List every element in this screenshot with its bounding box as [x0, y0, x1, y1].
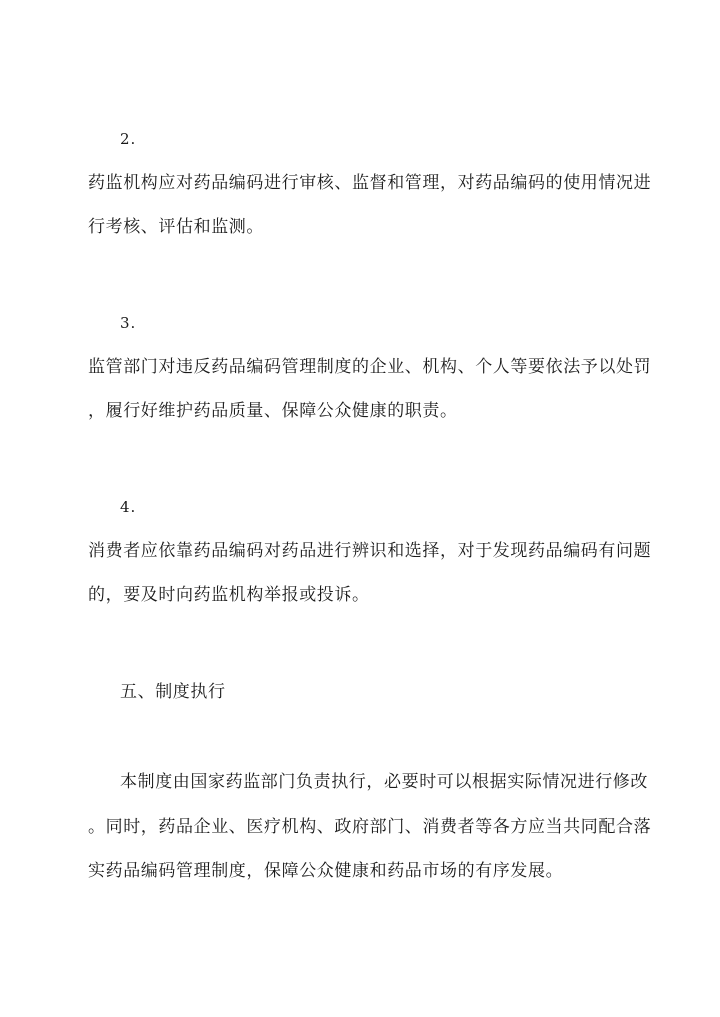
- section-heading: 五、制度执行: [120, 682, 226, 702]
- paragraph-line: 行考核、评估和监测。: [88, 217, 264, 237]
- item-number: 3.: [120, 314, 137, 332]
- paragraph-line: 的，要及时向药监机构举报或投诉。: [88, 585, 370, 605]
- paragraph-line: 消费者应依靠药品编码对药品进行辨识和选择，对于发现药品编码有问题: [88, 541, 652, 561]
- paragraph-line: 药监机构应对药品编码进行审核、监督和管理，对药品编码的使用情况进: [88, 173, 652, 193]
- paragraph-line: 监管部门对违反药品编码管理制度的企业、机构、个人等要依法予以处罚: [88, 357, 652, 377]
- paragraph-line: 。同时，药品企业、医疗机构、政府部门、消费者等各方应当共同配合落: [88, 817, 652, 837]
- paragraph-line: ，履行好维护药品质量、保障公众健康的职责。: [88, 401, 458, 421]
- item-number: 2.: [120, 130, 137, 148]
- item-number: 4.: [120, 498, 137, 516]
- paragraph-line: 本制度由国家药监部门负责执行，必要时可以根据实际情况进行修改: [120, 772, 648, 792]
- paragraph-line: 实药品编码管理制度，保障公众健康和药品市场的有序发展。: [88, 861, 564, 881]
